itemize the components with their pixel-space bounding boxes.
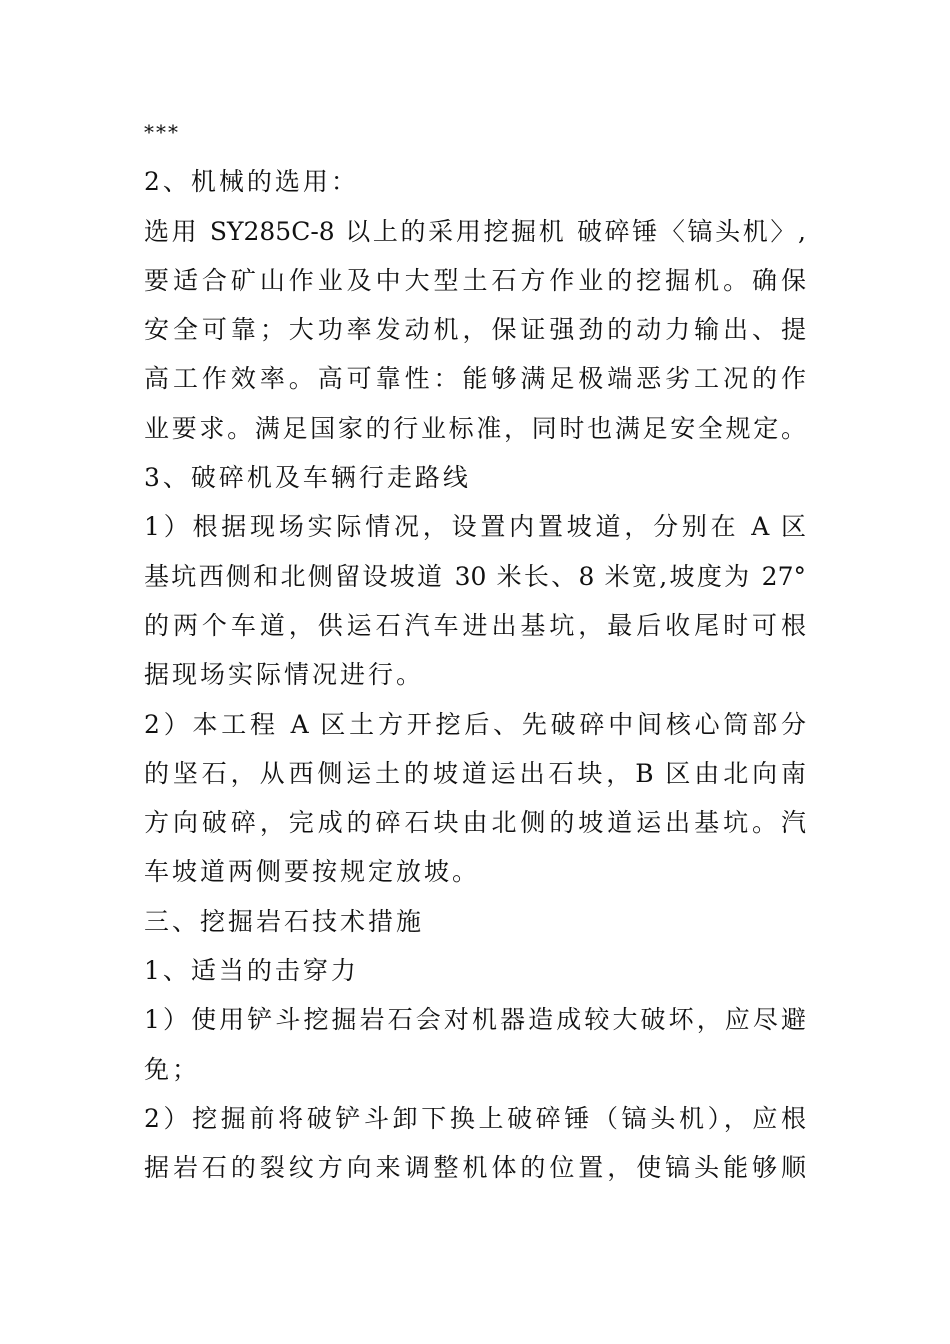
paragraph-line: 2）挖掘前将破铲斗卸下换上破碎锤（镐头机），应根 <box>144 1103 806 1133</box>
paragraph-line: 选用 SY285C-8 以上的采用挖掘机 破碎锤〈镐头机〉, <box>144 216 806 246</box>
paragraph-line: 1）根据现场实际情况，设置内置坡道，分别在 A 区 <box>144 512 806 542</box>
paragraph-line: 要适合矿山作业及中大型土石方作业的挖掘机。确保 <box>144 265 806 295</box>
section-heading-machinery: 2、机械的选用： <box>144 167 359 197</box>
paragraph-line: 高工作效率。高可靠性：能够满足极端恶劣工况的作 <box>144 364 806 394</box>
paragraph-line: 据岩石的裂纹方向来调整机体的位置，使镐头能够顺 <box>144 1153 806 1183</box>
paragraph-line: 基坑西侧和北侧留设坡道 30 米长、8 米宽,坡度为 27° <box>144 561 806 591</box>
paragraph-line: 安全可靠；大功率发动机，保证强劲的动力输出、提 <box>144 315 806 345</box>
paragraph-line: 1）使用铲斗挖掘岩石会对机器造成较大破坏，应尽避 <box>144 1005 806 1035</box>
paragraph-line: 车坡道两侧要按规定放坡。 <box>144 857 481 887</box>
paragraph-line: 2）本工程 A 区土方开挖后、先破碎中间核心筒部分 <box>144 709 806 739</box>
paragraph-line: 免； <box>144 1054 201 1084</box>
separator-stars: *** <box>144 120 180 144</box>
subsection-heading-penetration: 1、适当的击穿力 <box>144 956 359 986</box>
paragraph-line: 的两个车道，供运石汽车进出基坑，最后收尾时可根 <box>144 610 806 640</box>
section-heading-route: 3、破碎机及车辆行走路线 <box>144 463 471 493</box>
paragraph-line: 的坚石，从西侧运土的坡道运出石块，B 区由北向南 <box>144 758 806 788</box>
section-heading-rock-excavation: 三、挖掘岩石技术措施 <box>144 906 425 936</box>
document-body <box>144 108 806 1193</box>
paragraph-line: 业要求。满足国家的行业标准，同时也满足安全规定。 <box>144 413 806 443</box>
paragraph-line: 据现场实际情况进行。 <box>144 660 425 690</box>
paragraph-line: 方向破碎，完成的碎石块由北侧的坡道运出基坑。汽 <box>144 808 806 838</box>
